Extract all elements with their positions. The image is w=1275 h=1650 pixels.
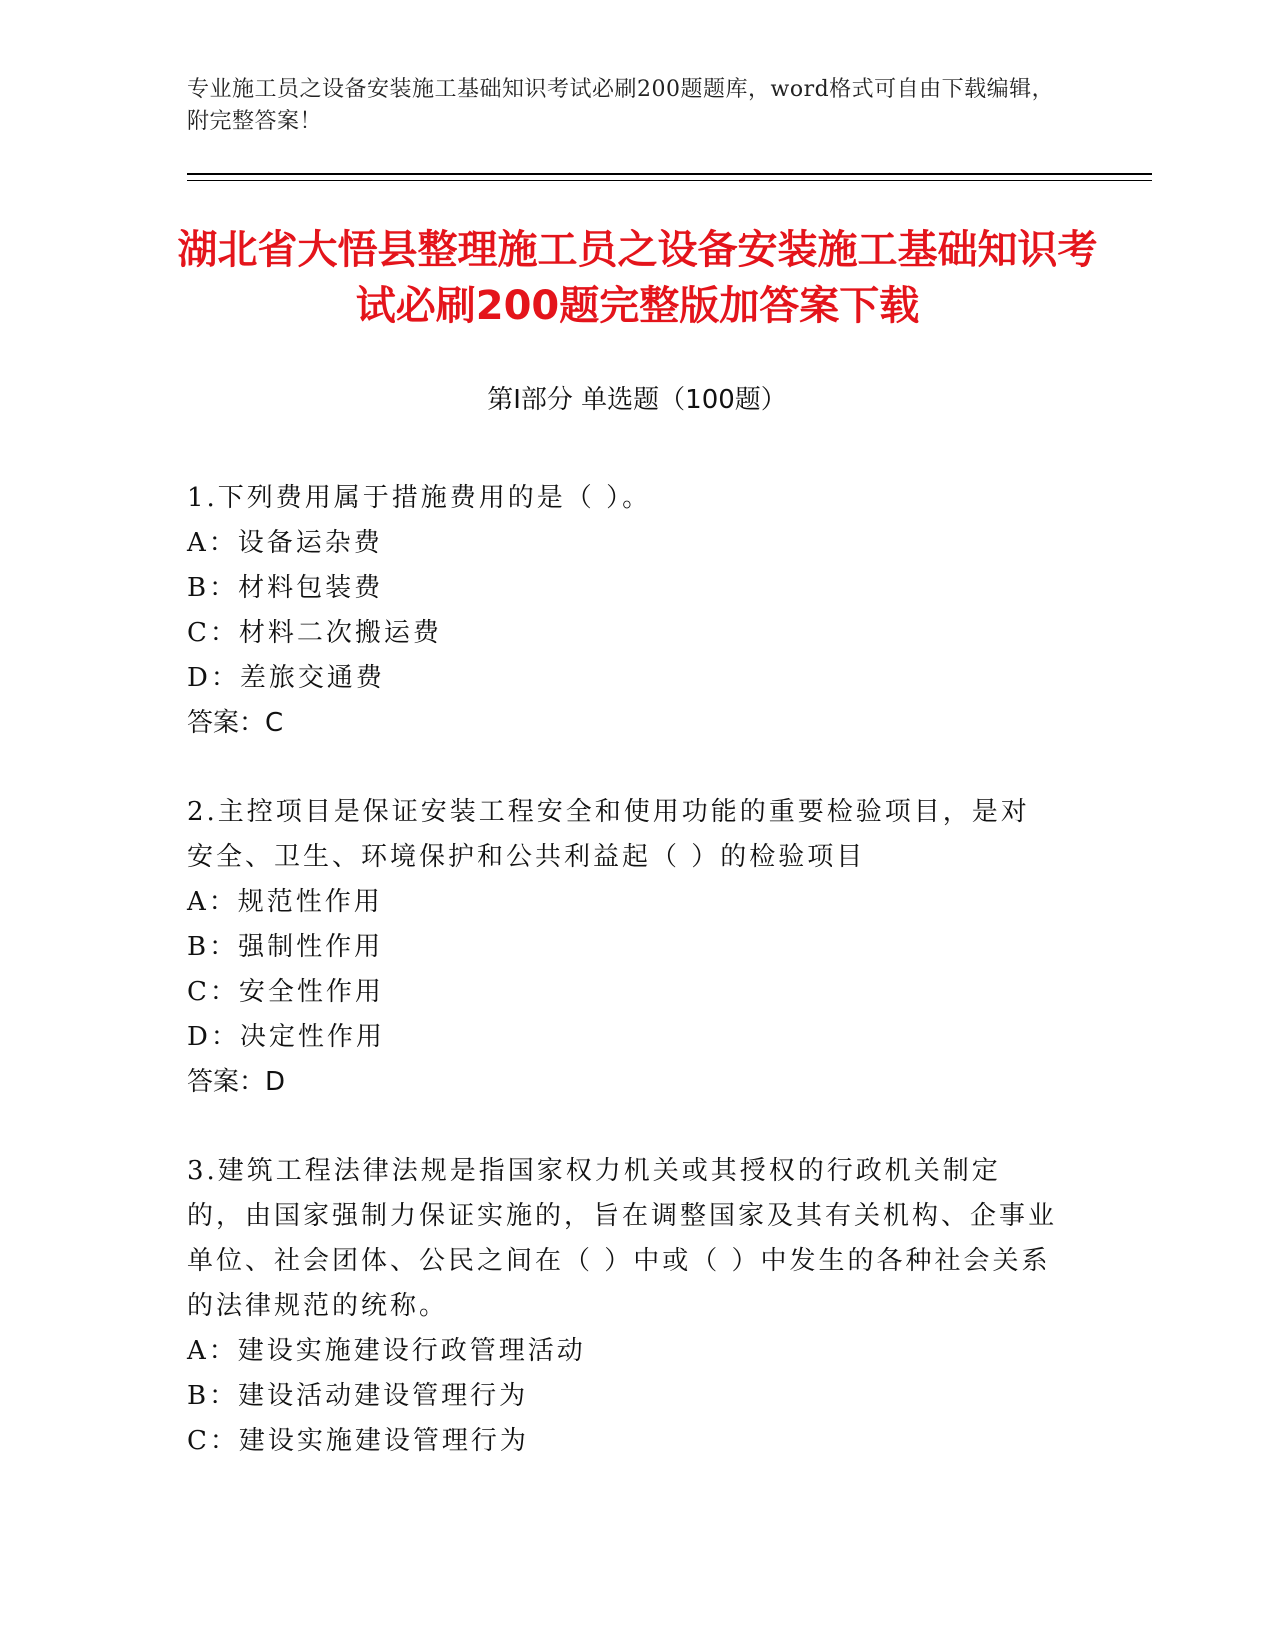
- question-3: [187, 1149, 1057, 1464]
- document-title: 湖北省大悟县整理施工员之设备安装施工基础知识考试必刷200题完整版加答案下载: [177, 227, 1098, 329]
- section-title: 第Ⅰ部分 单选题（100题）: [487, 385, 787, 415]
- question-text: 1.下列费用属于措施费用的是（ ）。: [187, 483, 652, 513]
- option-c: C：材料二次搬运费: [187, 618, 442, 648]
- option-c: C：安全性作用: [187, 977, 384, 1007]
- question-2: [187, 790, 1057, 1105]
- option-a: A：建设实施建设行政管理活动: [187, 1336, 586, 1366]
- option-a: A：规范性作用: [187, 887, 383, 917]
- header-rule-thin: [187, 180, 1152, 181]
- question-1: [187, 476, 1057, 746]
- header-note: 专业施工员之设备安装施工基础知识考试必刷200题题库，word格式可自由下载编辑，附完整答案！: [187, 77, 1055, 134]
- question-text: 3.建筑工程法律法规是指国家权力机关或其授权的行政机关制定的，由国家强制力保证实施的，旨在调整国家及其有关机构、企事业单位、社会团体、公民之间在（ ）中或（ ）中发生的各种社会关系的法律规范的统称。: [187, 1156, 1058, 1321]
- header-rule-thick: [187, 173, 1152, 175]
- option-c: C：建设实施建设管理行为: [187, 1426, 529, 1456]
- option-b: B：强制性作用: [187, 932, 384, 962]
- question-list: [187, 476, 1057, 1508]
- option-d: D：决定性作用: [187, 1022, 385, 1052]
- option-d: D：差旅交通费: [187, 663, 385, 693]
- option-a: A：设备运杂费: [187, 528, 383, 558]
- option-b: B：建设活动建设管理行为: [187, 1381, 529, 1411]
- answer: 答案：D: [187, 1067, 286, 1097]
- answer: 答案：C: [187, 708, 284, 738]
- option-b: B：材料包装费: [187, 573, 384, 603]
- question-text: 2.主控项目是保证安装工程安全和使用功能的重要检验项目，是对安全、卫生、环境保护和公共利益起（ ）的检验项目: [187, 797, 1030, 872]
